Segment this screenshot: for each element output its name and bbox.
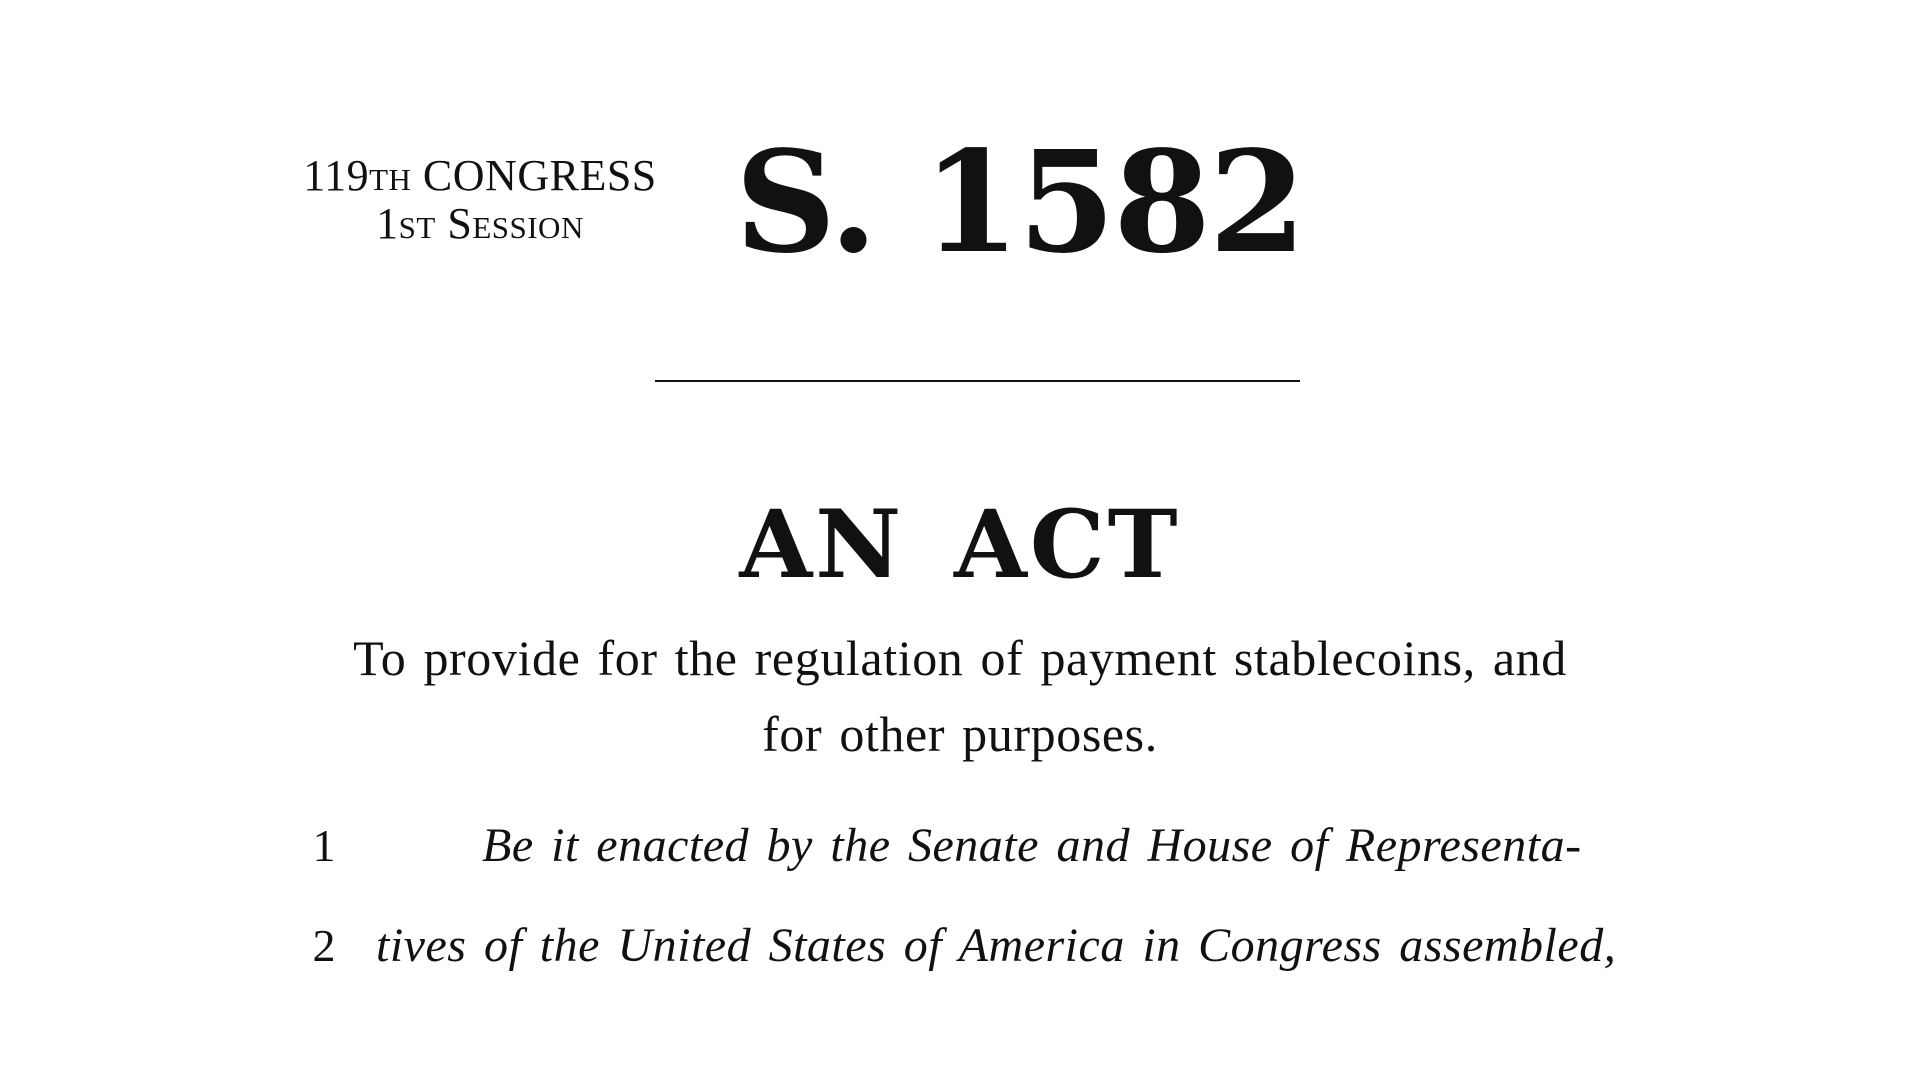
purpose-line-1: To provide for the regulation of payment stablecoins, and: [353, 630, 1567, 686]
session-label: [280, 200, 680, 248]
horizontal-rule-divider: [655, 380, 1300, 382]
line-number-2: 2: [312, 920, 336, 971]
congress-word: CONGRESS: [422, 151, 657, 200]
session-word: Session: [447, 199, 584, 248]
enacting-clause-line-1: Be it enacted by the Senate and House of Representa-: [482, 819, 1582, 872]
session-number: 1: [376, 199, 399, 248]
line-number-1: 1: [312, 820, 336, 871]
session-ordinal-suffix: st: [398, 199, 436, 248]
act-heading: AN ACT: [739, 490, 1181, 600]
congress-label: [280, 152, 680, 200]
purpose-line-2: for other purposes.: [762, 706, 1158, 762]
enacting-clause-line-2: tives of the United States of America in Congress assembled,: [376, 919, 1617, 972]
congress-session-header: [280, 152, 680, 248]
congress-ordinal-suffix: th: [369, 151, 412, 200]
congress-number: 119: [303, 151, 370, 200]
bill-number: S. 1582: [735, 121, 1305, 285]
bill-purpose: [300, 620, 1620, 772]
